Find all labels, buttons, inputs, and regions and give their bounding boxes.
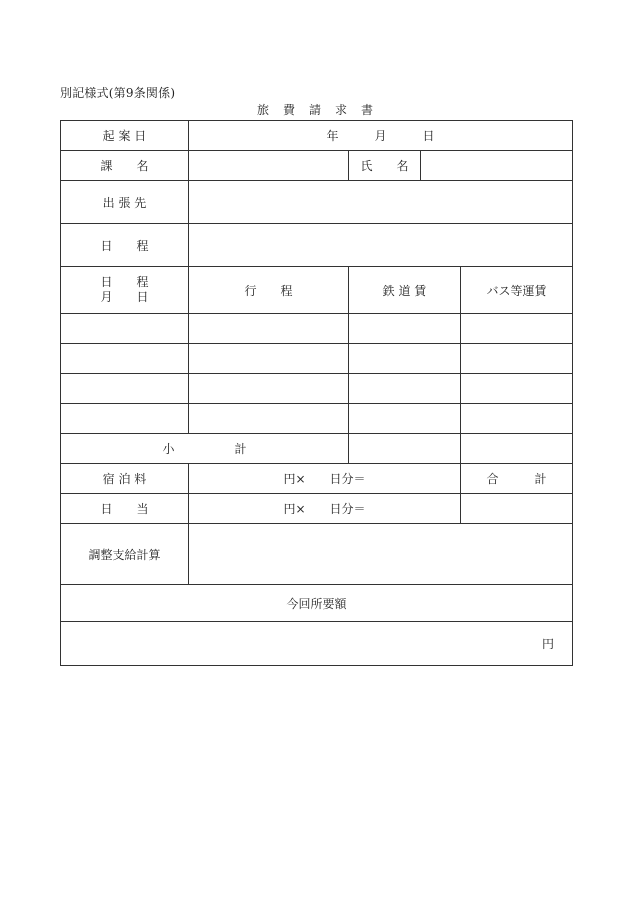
daily-allowance-label: 日 当 — [61, 494, 189, 524]
required-amount-label: 今回所要額 — [61, 585, 573, 622]
form-note: 別記様式(第9条関係) — [60, 86, 176, 100]
draft-date-label: 起 案 日 — [61, 121, 189, 151]
section-row — [61, 151, 573, 181]
adjustment-label: 調整支給計算 — [61, 524, 189, 585]
itinerary-rail-cell[interactable] — [349, 314, 461, 344]
itinerary-date-cell[interactable] — [61, 404, 189, 434]
destination-label: 出 張 先 — [61, 181, 189, 224]
total-field[interactable] — [461, 494, 573, 524]
required-amount-header-row — [61, 585, 573, 622]
draft-date-field[interactable]: 年 月 日 — [189, 121, 573, 151]
adjustment-field[interactable] — [189, 524, 573, 585]
travel-expense-form — [60, 120, 573, 666]
rail-header: 鉄 道 賃 — [349, 267, 461, 314]
subtotal-rail-cell[interactable] — [349, 434, 461, 464]
total-label: 合 計 — [461, 464, 573, 494]
page-title: 旅費請求書 — [256, 103, 387, 117]
lodging-label: 宿 泊 料 — [61, 464, 189, 494]
itinerary-bus-cell[interactable] — [461, 314, 573, 344]
daily-allowance-row — [61, 494, 573, 524]
itinerary-date-cell[interactable] — [61, 314, 189, 344]
destination-row — [61, 181, 573, 224]
itinerary-rail-cell[interactable] — [349, 374, 461, 404]
itinerary-route-cell[interactable] — [189, 314, 349, 344]
schedule-field[interactable] — [189, 224, 573, 267]
destination-field[interactable] — [189, 181, 573, 224]
draft-date-row — [61, 121, 573, 151]
itinerary-bus-cell[interactable] — [461, 404, 573, 434]
subtotal-row — [61, 434, 573, 464]
date-header-line1: 日 程 — [100, 275, 149, 289]
route-header: 行 程 — [189, 267, 349, 314]
itinerary-row — [61, 404, 573, 434]
daily-allowance-formula[interactable]: 円× 日分＝ — [189, 494, 461, 524]
itinerary-date-cell[interactable] — [61, 344, 189, 374]
section-label: 課 名 — [61, 151, 189, 181]
adjustment-row — [61, 524, 573, 585]
bus-header: バス等運賃 — [461, 267, 573, 314]
name-label: 氏 名 — [349, 151, 421, 181]
itinerary-bus-cell[interactable] — [461, 374, 573, 404]
subtotal-bus-cell[interactable] — [461, 434, 573, 464]
itinerary-route-cell[interactable] — [189, 344, 349, 374]
itinerary-date-cell[interactable] — [61, 374, 189, 404]
date-header — [61, 267, 189, 314]
itinerary-row — [61, 374, 573, 404]
schedule-row — [61, 224, 573, 267]
subtotal-label: 小 計 — [61, 434, 349, 464]
yen-unit: 円 — [542, 637, 555, 651]
lodging-formula[interactable]: 円× 日分＝ — [189, 464, 461, 494]
itinerary-route-cell[interactable] — [189, 404, 349, 434]
itinerary-rail-cell[interactable] — [349, 404, 461, 434]
itinerary-header-row — [61, 267, 573, 314]
required-amount-field[interactable] — [61, 622, 573, 666]
date-header-line2: 月 日 — [100, 290, 149, 304]
itinerary-rail-cell[interactable] — [349, 344, 461, 374]
itinerary-bus-cell[interactable] — [461, 344, 573, 374]
itinerary-row — [61, 314, 573, 344]
lodging-row — [61, 464, 573, 494]
itinerary-route-cell[interactable] — [189, 374, 349, 404]
schedule-label: 日 程 — [61, 224, 189, 267]
required-amount-row — [61, 622, 573, 666]
section-field[interactable] — [189, 151, 349, 181]
name-field[interactable] — [421, 151, 573, 181]
itinerary-row — [61, 344, 573, 374]
